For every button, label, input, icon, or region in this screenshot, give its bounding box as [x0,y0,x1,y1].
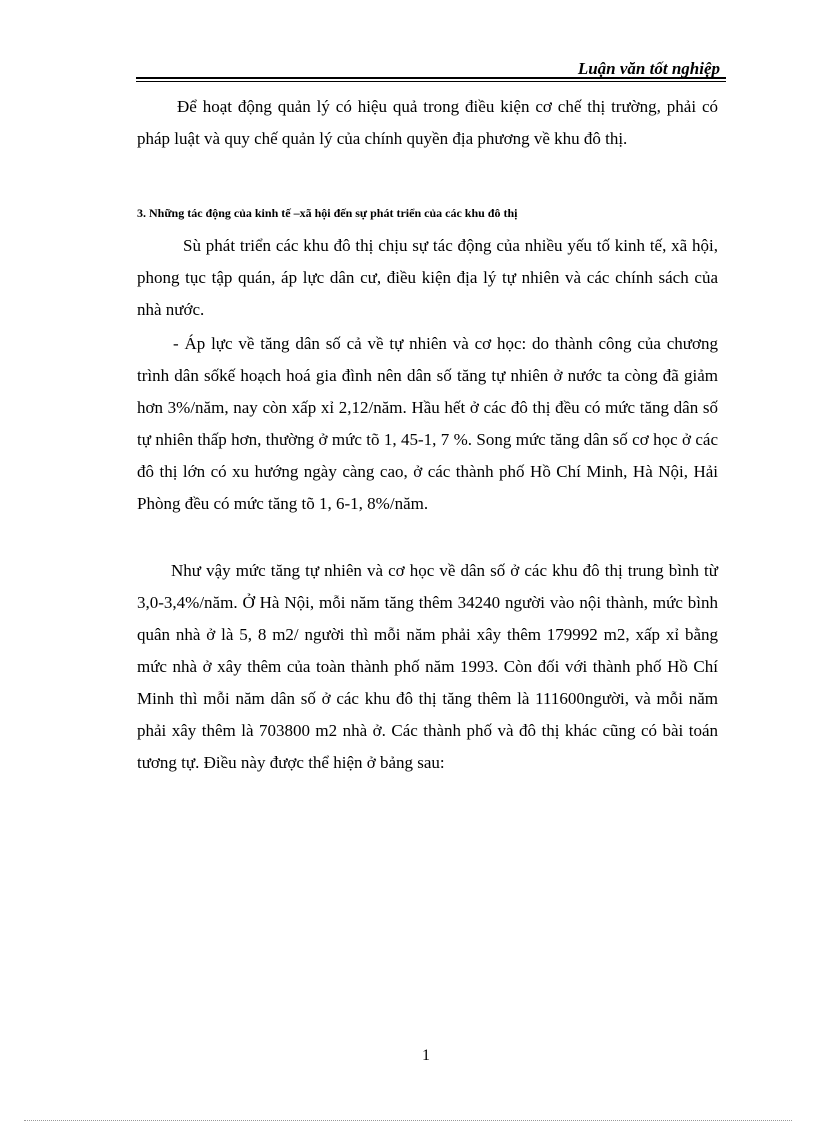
page-number: 1 [422,1047,430,1064]
section-heading: 3. Những tác động của kinh tế –xã hội đến sự phát triển của các khu đô thị [137,206,518,220]
paragraph-factors: Sù phát triển các khu đô thị chịu sự tác động của nhiều yếu tố kinh tế, xã hội, phong tục tập quán, áp lực dân cư, điều kiện địa lý tự nhiên và các chính sách của nhà nước. [137,236,718,319]
header-rule-thin [136,81,726,82]
header-title: Luận văn tốt nghiệp [577,59,720,78]
paragraph-population-pressure: - Áp lực về tăng dân số cả về tự nhiên và cơ học: do thành công của chương trình dân sốkế hoạch hoá gia đình nên dân số tăng tự nhiên ở nước ta còng đã giảm hơn 3%/năm, nay còn xấp xỉ 2,12/năm. Hầu hết ở các đô thị đều có mức tăng dân số tự nhiên thấp hơn, thường ở mức tõ 1, 45-1, 7 %. Song mức tăng dân số cơ học ở các đô thị lớn có xu hướng ngày càng cao, ở các thành phố Hồ Chí Minh, Hà Nội, Hải Phòng đều có mức tăng tõ 1, 6-1, 8%/năm. [137,334,718,513]
header-rule-thick [136,77,726,79]
page-bottom-divider [24,1120,792,1121]
paragraph-intro: Để hoạt động quản lý có hiệu quả trong điều kiện cơ chế thị trường, phải có pháp luật và quy chế quản lý của chính quyền địa phương về khu đô thị. [137,97,718,148]
paragraph-growth-rates: Như vậy mức tăng tự nhiên và cơ học về dân số ở các khu đô thị trung bình từ 3,0-3,4%/năm. Ở Hà Nội, mỗi năm tăng thêm 34240 người vào nội thành, mức bình quân nhà ở là 5, 8 m2/ người thì mỗi năm phải xây thêm 179992 m2, xấp xỉ bằng mức nhà ở xây thêm của toàn thành phố năm 1993. Còn đối với thành phố Hồ Chí Minh thì mỗi năm dân số ở các khu đô thị tăng thêm là 111600người, và mỗi năm phải xây thêm là 703800 m2 nhà ở. Các thành phố và đô thị khác cũng có bài toán tương tự. Điều này được thể hiện ở bảng sau: [137,561,718,772]
